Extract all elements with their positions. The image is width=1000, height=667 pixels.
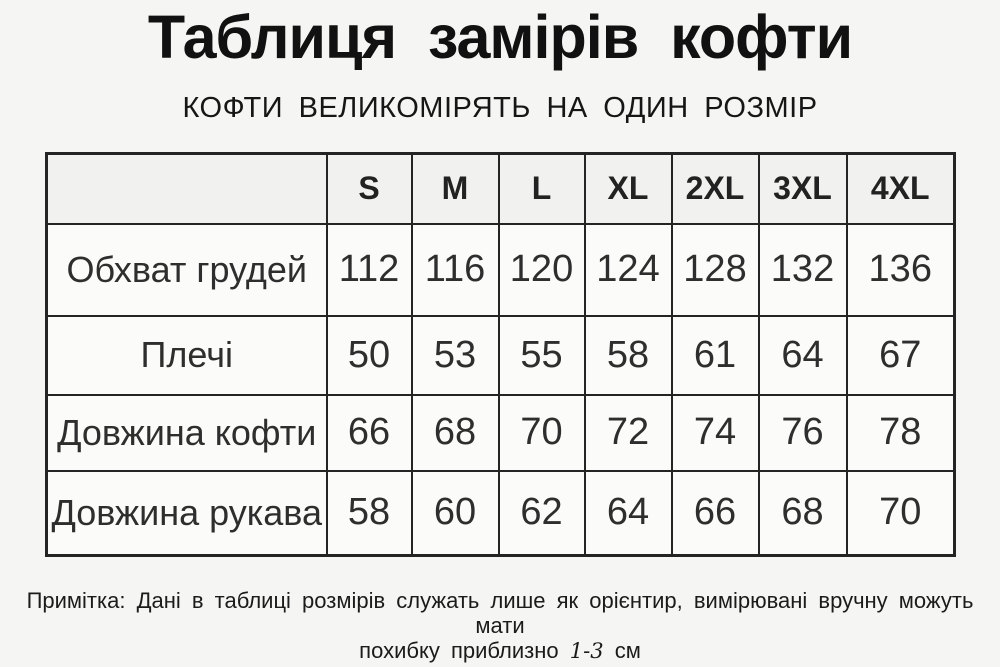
table-row-sleeve-length: [47, 471, 955, 556]
size-value-cell: 58: [585, 316, 672, 395]
row-label-garment-length: Довжина кофти: [47, 395, 327, 471]
size-value-cell: 116: [412, 224, 499, 316]
size-col-header-l: L: [499, 154, 585, 224]
size-col-header-xl: XL: [585, 154, 672, 224]
size-value-cell: 62: [499, 471, 585, 556]
size-value-cell: 68: [412, 395, 499, 471]
size-value-cell: 58: [327, 471, 412, 556]
page-title: Таблиця замірів кофти: [147, 3, 853, 71]
size-value-cell: 124: [585, 224, 672, 316]
size-col-header-2xl: 2XL: [672, 154, 759, 224]
size-value-cell: 112: [327, 224, 412, 316]
size-col-header-s: S: [327, 154, 412, 224]
table-row-garment-length: [47, 395, 955, 471]
size-value-cell: 70: [499, 395, 585, 471]
corner-cell: [47, 154, 327, 224]
size-value-cell: 74: [672, 395, 759, 471]
size-value-cell: 53: [412, 316, 499, 395]
size-value-cell: 64: [585, 471, 672, 556]
size-value-cell: 70: [847, 471, 955, 556]
size-value-cell: 68: [759, 471, 847, 556]
size-value-cell: 136: [847, 224, 955, 316]
note-line-1: Примітка: Дані в таблиці розмірів служать лише як орієнтир, вимірювані вручну можуть мати: [26, 588, 974, 638]
size-value-cell: 120: [499, 224, 585, 316]
size-value-cell: 50: [327, 316, 412, 395]
size-value-cell: 67: [847, 316, 955, 395]
size-value-cell: 66: [672, 471, 759, 556]
row-label-chest: Обхват грудей: [47, 224, 327, 316]
table-row-chest: [47, 224, 955, 316]
table-row-shoulders: [47, 316, 955, 395]
size-value-cell: 61: [672, 316, 759, 395]
size-value-cell: 64: [759, 316, 847, 395]
size-value-cell: 132: [759, 224, 847, 316]
size-value-cell: 55: [499, 316, 585, 395]
size-col-header-m: M: [412, 154, 499, 224]
size-col-header-4xl: 4XL: [847, 154, 955, 224]
size-col-header-3xl: 3XL: [759, 154, 847, 224]
size-table: [45, 152, 956, 557]
note-line-2: [0, 638, 1000, 664]
size-value-cell: 76: [759, 395, 847, 471]
size-value-cell: 78: [847, 395, 955, 471]
size-table-header-row: [47, 154, 955, 224]
row-label-shoulders: Плечі: [47, 316, 327, 395]
row-label-sleeve-length: Довжина рукава: [47, 471, 327, 556]
page-subtitle: КОФТИ ВЕЛИКОМІРЯТЬ НА ОДИН РОЗМІР: [182, 92, 818, 124]
note: [0, 588, 1000, 664]
size-value-cell: 60: [412, 471, 499, 556]
size-value-cell: 128: [672, 224, 759, 316]
note-units: см: [614, 638, 641, 663]
size-value-cell: 72: [585, 395, 672, 471]
size-value-cell: 66: [327, 395, 412, 471]
note-range-value: 1-3: [569, 639, 604, 663]
note-line2-text: похибку приблизно: [359, 638, 559, 663]
